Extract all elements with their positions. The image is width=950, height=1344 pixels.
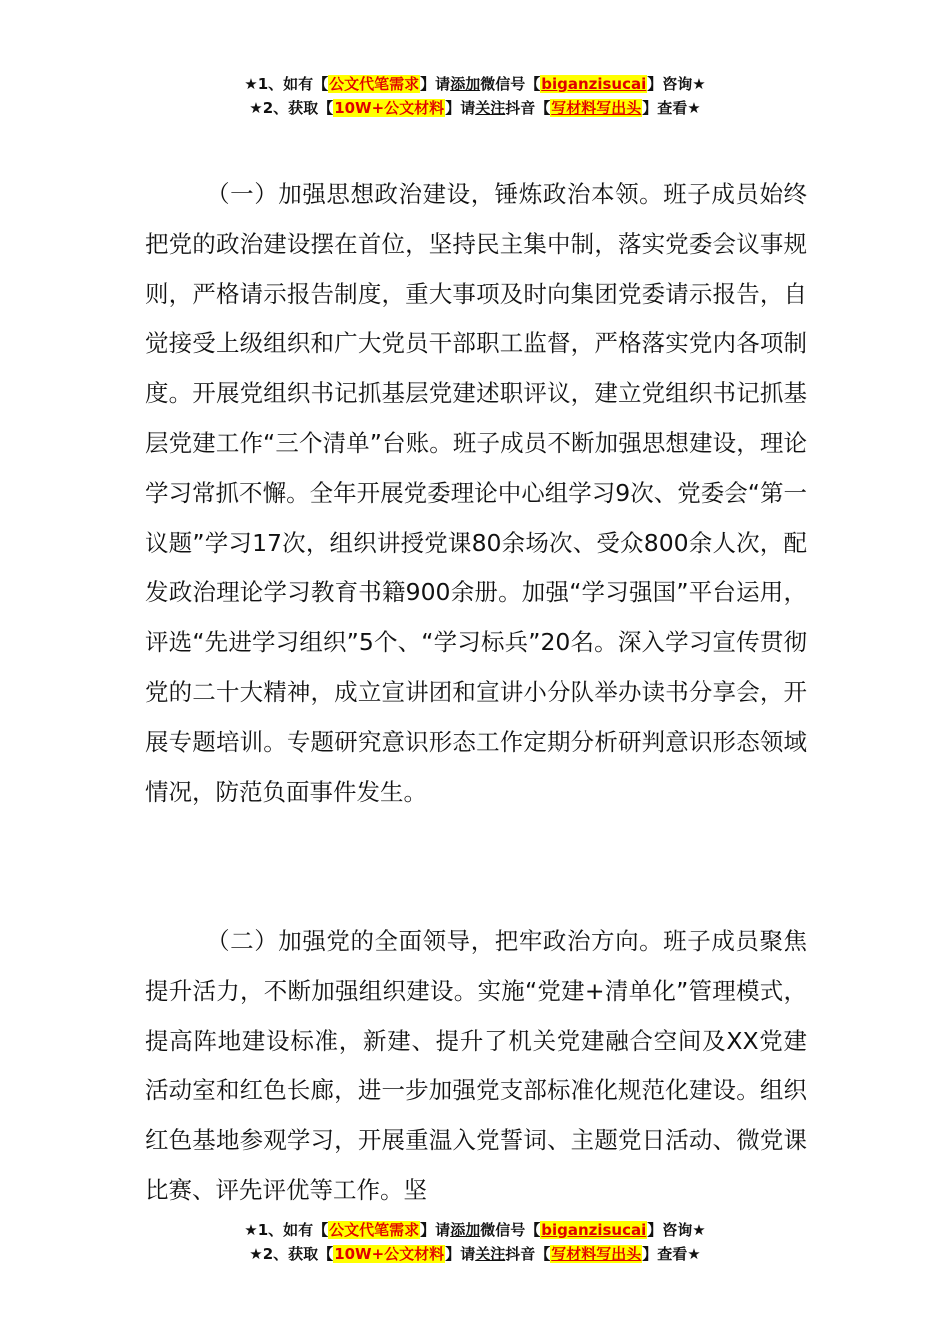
highlight-wechat-id: biganzisucai (541, 75, 647, 93)
paragraph-1-container (145, 170, 807, 817)
paragraph-1: （一）加强思想政治建设，锤炼政治本领。班子成员始终把党的政治建设摆在首位，坚持民主集中制，落实党委会议事规则，严格请示报告制度，重大事项及时向集团党委请示报告，自觉接受上级组织和广大党员干部职工监督，严格落实党内各项制度。开展党组织书记抓基层党建述职评议，建立党组织书记抓基层党建工作“三个清单”台账。班子成员不断加强思想建设，理论学习常抓不懈。全年开展党委理论中心组学习9次、党委会“第一议题”学习17次，组织讲授党课80余场次、受众800余人次，配发政治理论学习教育书籍900余册。加强“学习强国”平台运用，评选“先进学习组织”5个、“学习标兵”20名。深入学习宣传贯彻党的二十大精神，成立宣讲团和宣讲小分队举办读书分享会，开展专题培训。专题研究意识形态工作定期分析研判意识形态领域情况，防范负面事件发生。 (145, 180, 807, 806)
highlight-service: 公文代笔需求 (329, 75, 420, 93)
highlight-douyin: 写材料写出头 (551, 99, 642, 117)
paragraph-2: （二）加强党的全面领导，把牢政治方向。班子成员聚焦提升活力，不断加强组织建设。实施“党建+清单化”管理模式，提高阵地建设标准，新建、提升了机关党建融合空间及XX党建活动室和红色长廊，进一步加强党支部标准化规范化建设。组织红色基地参观学习，开展重温入党誓词、主题党日活动、微党课比赛、评先评优等工作。坚 (145, 927, 807, 1204)
banner-line-2: ★2、获取【10W+公文材料】请关注抖音【写材料写出头】查看★ (249, 99, 701, 117)
highlight-materials: 10W+公文材料 (334, 99, 445, 117)
banner-line-1: ★1、如有【公文代笔需求】请添加微信号【biganzisucai】咨询★ (244, 75, 706, 93)
paragraph-2-container (145, 917, 807, 1216)
footer-banner (0, 1218, 950, 1266)
footer-line-2: ★2、获取【10W+公文材料】请关注抖音【写材料写出头】查看★ (249, 1245, 701, 1263)
header-banner (0, 72, 950, 120)
footer-line-1: ★1、如有【公文代笔需求】请添加微信号【biganzisucai】咨询★ (244, 1221, 706, 1239)
